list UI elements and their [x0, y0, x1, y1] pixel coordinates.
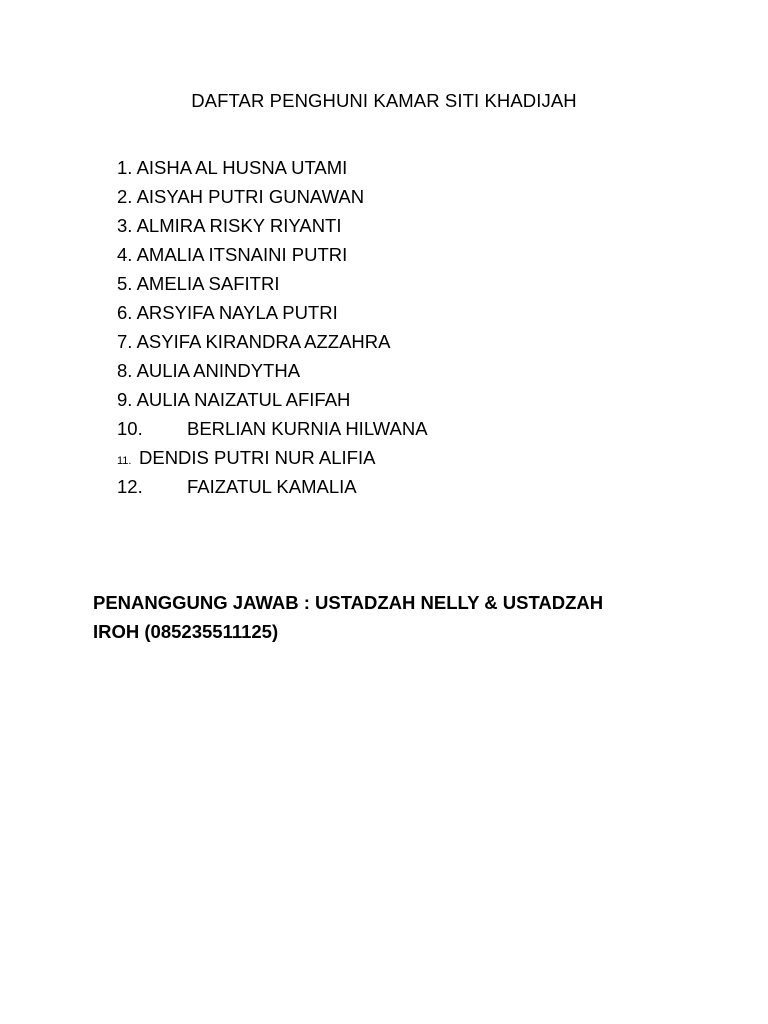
document-title: DAFTAR PENGHUNI KAMAR SITI KHADIJAH: [191, 90, 577, 111]
item-number: 11.: [117, 455, 132, 467]
list-item: [117, 385, 428, 414]
item-number: 12.: [117, 476, 143, 497]
item-number: 2.: [117, 186, 133, 207]
item-name: ALMIRA RISKY RIYANTI: [136, 215, 342, 236]
item-number: 1.: [117, 157, 133, 178]
list-item: [117, 153, 428, 182]
list-item: [117, 472, 428, 501]
item-number: 9.: [117, 389, 133, 410]
resident-list: [117, 153, 428, 501]
item-number: 3.: [117, 215, 133, 236]
item-name: AMELIA SAFITRI: [136, 273, 280, 294]
item-number: 6.: [117, 302, 133, 323]
item-name: AISHA AL HUSNA UTAMI: [136, 157, 348, 178]
item-name: DENDIS PUTRI NUR ALIFIA: [139, 447, 376, 468]
item-number: 5.: [117, 273, 133, 294]
list-item: [117, 356, 428, 385]
item-name: AULIA ANINDYTHA: [136, 360, 301, 381]
list-item: [117, 298, 428, 327]
item-number: 10.: [117, 418, 143, 439]
responsible-line-2: IROH (085235511125): [93, 621, 279, 642]
item-number: 7.: [117, 331, 133, 352]
responsible-line-1: PENANGGUNG JAWAB : USTADZAH NELLY & USTADZAH: [93, 592, 604, 613]
item-number: 8.: [117, 360, 133, 381]
item-name: AULIA NAIZATUL AFIFAH: [136, 389, 351, 410]
item-name: FAIZATUL KAMALIA: [187, 476, 357, 497]
list-item: [117, 269, 428, 298]
responsible-persons: [93, 588, 673, 646]
item-name: ARSYIFA NAYLA PUTRI: [136, 302, 338, 323]
list-item: [117, 327, 428, 356]
item-name: ASYIFA KIRANDRA AZZAHRA: [136, 331, 391, 352]
list-item: [117, 240, 428, 269]
item-name: AMALIA ITSNAINI PUTRI: [136, 244, 348, 265]
list-item: [117, 443, 428, 472]
item-name: BERLIAN KURNIA HILWANA: [187, 418, 428, 439]
list-item: [117, 414, 428, 443]
item-name: AISYAH PUTRI GUNAWAN: [136, 186, 365, 207]
list-item: [117, 182, 428, 211]
list-item: [117, 211, 428, 240]
item-number: 4.: [117, 244, 133, 265]
